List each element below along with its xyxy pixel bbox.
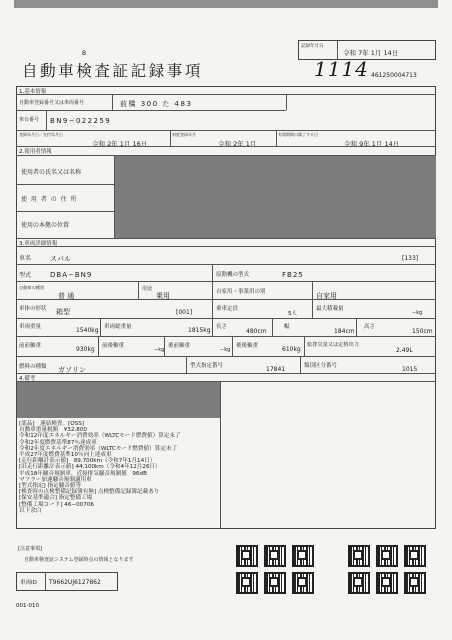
category-label: 類別区分番号 bbox=[304, 363, 338, 369]
width-value: 184cm bbox=[334, 328, 355, 335]
notes-label: [注意事項] bbox=[18, 546, 42, 552]
qr-code-2 bbox=[264, 545, 286, 567]
qr-code-7 bbox=[348, 545, 370, 567]
max-load-label: 最大積載量 bbox=[316, 306, 344, 312]
body-shape-code: [001] bbox=[176, 309, 193, 316]
rear-rear-axle-value: 610kg bbox=[282, 346, 301, 353]
remark-line: 以下余白 bbox=[19, 507, 42, 514]
qr-code-8 bbox=[376, 545, 398, 567]
qr-code-5 bbox=[264, 572, 286, 594]
gross-weight-label: 車両総重量 bbox=[104, 324, 132, 330]
user-section-label: 2.使用者情報 bbox=[19, 149, 52, 155]
height-value: 150cm bbox=[412, 328, 433, 335]
type-designation-label: 型式指定番号 bbox=[190, 363, 224, 369]
form-letter: B bbox=[82, 50, 87, 57]
vehicle-kind-value: 普 通 bbox=[58, 292, 75, 300]
car-name-label: 車名 bbox=[19, 255, 32, 262]
car-name-code: [133] bbox=[402, 255, 419, 262]
qr-code-9 bbox=[404, 545, 426, 567]
use-value: 乗用 bbox=[156, 292, 170, 300]
top-scan-bar bbox=[14, 0, 438, 8]
fuel-type-label: 燃料の種類 bbox=[19, 364, 47, 370]
front-front-axle-label: 前前軸重 bbox=[19, 343, 42, 349]
rear-front-axle-label: 後前軸重 bbox=[168, 343, 191, 349]
body-shape-label: 車体の形状 bbox=[19, 306, 47, 312]
height-label: 高さ bbox=[364, 324, 376, 330]
vehicle-weight-label: 車両重量 bbox=[19, 324, 42, 330]
remark-line: 令和2年度エネルギー消費効率（WLTCモード燃費値）算定未了 bbox=[19, 445, 178, 452]
qr-code-11 bbox=[376, 572, 398, 594]
engine-model-label: 原動機の型式 bbox=[216, 272, 250, 278]
remarks-list bbox=[19, 421, 181, 514]
vehicle-section-label: 3.車両詳細情報 bbox=[19, 241, 58, 247]
qr-code-4 bbox=[236, 572, 258, 594]
initial-registration-value: 令和 2年 1月 bbox=[218, 140, 257, 148]
basic-section-label: 1.基本情報 bbox=[19, 89, 47, 95]
notes-text: 自動車検査証システム登録時点の情報となります bbox=[24, 557, 134, 563]
type-designation-value: 17841 bbox=[266, 366, 286, 373]
remark-line: 平成27年度燃費基準10％向上達成車 bbox=[19, 452, 112, 459]
redacted-user-info bbox=[115, 156, 436, 238]
category-value: 1015 bbox=[402, 366, 418, 373]
remark-line: [走行距離計表示値] 89,700km（令和7年1月14日） bbox=[19, 458, 156, 465]
remarks-section-label: 4.備考 bbox=[19, 376, 36, 382]
registration-number-label: 自動車登録番号又は車両番号 bbox=[19, 100, 85, 106]
vin-label: 車台番号 bbox=[19, 117, 40, 123]
qr-code-6 bbox=[292, 572, 314, 594]
width-label: 幅 bbox=[284, 324, 290, 330]
private-business-value: 自家用 bbox=[316, 292, 337, 300]
recorded-date-value: 令和 7年 1月 14日 bbox=[343, 49, 399, 57]
use-label: 用途 bbox=[142, 286, 153, 292]
remark-line: [型式指定] 指定騒音値等 bbox=[19, 483, 82, 490]
vin-value: BN9−022259 bbox=[50, 117, 112, 125]
expiry-date-label: 有効期間の満了する日 bbox=[278, 132, 318, 137]
gross-weight-value: 1815kg bbox=[188, 327, 211, 334]
vehicle-weight-value: 1540kg bbox=[76, 327, 99, 334]
remark-line: [整備工場コード] 46−00706 bbox=[19, 501, 94, 508]
model-label: 型式 bbox=[19, 272, 32, 279]
front-rear-axle-value: −kg bbox=[154, 347, 165, 353]
rear-front-axle-value: −kg bbox=[220, 347, 231, 353]
page-code: 001-010 bbox=[16, 603, 39, 609]
registration-number-value: 前橋 300 た 483 bbox=[120, 100, 193, 108]
remark-line: マフラー加速騒音規制適用車 bbox=[19, 476, 92, 483]
displacement-label: 総排気量又は定格出力 bbox=[307, 342, 359, 348]
rear-rear-axle-label: 後後軸重 bbox=[236, 343, 259, 349]
document-title: 自動車検査証記録事項 bbox=[22, 62, 204, 80]
base-location-label: 使用の本拠の位置 bbox=[21, 222, 70, 229]
fuel-type-value: ガソリン bbox=[58, 366, 86, 374]
remark-line: 自動車重量税額 ¥32,800 bbox=[19, 427, 87, 434]
document-code: 461250004713 bbox=[371, 72, 417, 79]
engine-model-value: FB25 bbox=[282, 271, 304, 279]
capacity-value: 5人 bbox=[288, 311, 297, 317]
redacted-remark-header bbox=[17, 382, 220, 418]
private-business-label: 自家用・事業用の別 bbox=[216, 289, 266, 295]
first-registration-value: 令和 2年 1月 16日 bbox=[92, 140, 148, 148]
remark-line: [旧走行距離計表示値] 44,100km（令和4年12月26日） bbox=[19, 464, 161, 471]
length-value: 480cm bbox=[246, 328, 267, 335]
remark-line: [検査時の点検整備記録簿有無] 点検整備記録簿記載あり bbox=[19, 489, 160, 496]
length-label: 長さ bbox=[216, 324, 228, 330]
recorded-date-box bbox=[298, 40, 436, 60]
remark-line: [部品] 連結検査。[OSS] bbox=[19, 421, 84, 427]
user-name-label: 使用者の氏名又は名称 bbox=[21, 169, 82, 176]
max-load-value: −kg bbox=[412, 310, 423, 316]
remark-line: 令和12年度エネルギー消費効率（WLTCモード燃費値）算定未了 bbox=[19, 433, 181, 440]
initial-registration-label: 初度登録年月 bbox=[172, 132, 196, 137]
model-value: DBA−BN9 bbox=[50, 271, 93, 279]
qr-code-10 bbox=[348, 572, 370, 594]
vehicle-id-value: T9662UJ6127862 bbox=[49, 579, 101, 586]
vehicle-kind-label: 自動車の種別 bbox=[19, 285, 45, 290]
remark-line: [保安基準適合] 指定整備工場 bbox=[19, 495, 93, 502]
qr-code-3 bbox=[292, 545, 314, 567]
recorded-date-label: 記録年月日 bbox=[301, 44, 324, 49]
qr-code-1 bbox=[236, 545, 258, 567]
expiry-date-value: 令和 9年 1月 14日 bbox=[344, 140, 400, 148]
vehicle-id-box bbox=[16, 572, 118, 591]
qr-code-12 bbox=[404, 572, 426, 594]
body-shape-value: 箱型 bbox=[56, 308, 70, 316]
vehicle-id-label: 車両ID bbox=[20, 580, 37, 586]
remark-line: 平成18年騒音規制車、近接排気騒音規制値 96dB bbox=[19, 470, 147, 477]
remark-line: 令和2年度燃費基準87％達成車 bbox=[19, 439, 97, 446]
front-rear-axle-label: 前後軸重 bbox=[102, 343, 125, 349]
first-registration-label: 登録年月日／交付年月日 bbox=[19, 132, 63, 137]
handwritten-number: 1114 bbox=[314, 57, 369, 81]
displacement-value: 2.49L bbox=[396, 347, 413, 354]
front-front-axle-value: 930kg bbox=[76, 346, 95, 353]
user-address-label: 使 用 者 の 住 所 bbox=[21, 196, 78, 203]
car-name-value: スバル bbox=[50, 255, 71, 263]
capacity-label: 乗車定員 bbox=[216, 306, 239, 312]
